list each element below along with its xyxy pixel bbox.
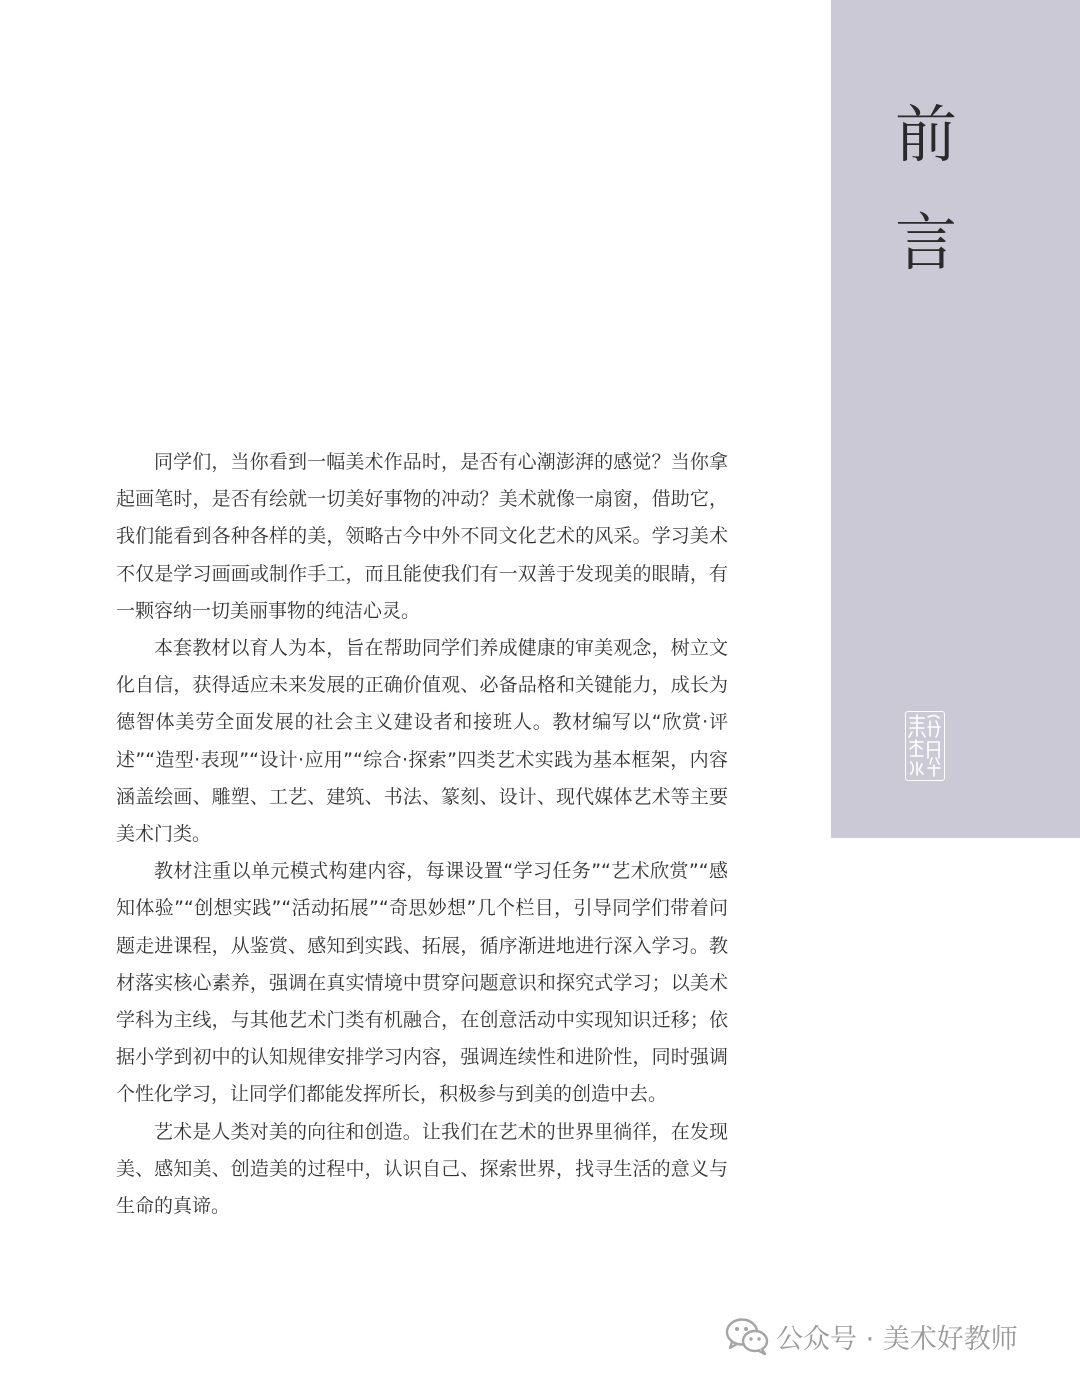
seal-logo [905, 711, 945, 781]
paragraph-1: 同学们，当你看到一幅美术作品时，是否有心潮澎湃的感觉？当你拿起画笔时，是否有绘就一切美好事物的冲动？美术就像一扇窗，借助它，我们能看到各种各样的美，领略古今中外不同文化艺术的风采。学习美术不仅是学习画画或制作手工，而且能使我们有一双善于发现美的眼睛，有一颗容纳一切美丽事物的纯洁心灵。 [116, 451, 728, 622]
page-title-char-1: 前 [894, 98, 957, 171]
seal-glyph-icon [906, 712, 943, 779]
paragraph-3: 教材注重以单元模式构建内容，每课设置“学习任务”“艺术欣赏”“感知体验”“创想实践”“活动拓展”“奇思妙想”几个栏目，引导同学们带着问题走进课程，从鉴赏、感知到实践、拓展，循序渐进地进行深入学习。教材落实核心素养，强调在真实情境中贯穿问题意识和探究式学习；以美术学科为主线，与其他艺术门类有机融合，在创意活动中实现知识迁移；依据小学到初中的认知规律安排学习内容，强调连续性和进阶性，同时强调个性化学习，让同学们都能发挥所长，积极参与到美的创造中去。 [116, 860, 728, 1106]
paragraph-2: 本套教材以育人为本，旨在帮助同学们养成健康的审美观念，树立文化自信，获得适应未来发展的正确价值观、必备品格和关键能力，成长为德智体美劳全面发展的社会主义建设者和接班人。教材编写以“欣赏·评述”“造型·表现”“设计·应用”“综合·探索”四类艺术实践为基本框架，内容涵盖绘画、雕塑、工艺、建筑、书法、篆刻、设计、现代媒体艺术等主要美术门类。 [116, 637, 728, 846]
page-title-char-2: 言 [894, 206, 957, 279]
wechat-icon [724, 1316, 770, 1356]
paragraph-4: 艺术是人类对美的向往和创造。让我们在艺术的世界里徜徉，在发现美、感知美、创造美的过程中，认识自己、探索世界，找寻生活的意义与生命的真谛。 [116, 1120, 728, 1218]
watermark-text: 公众号 · 美术好教师 [776, 1323, 1018, 1355]
wechat-watermark [724, 1314, 1018, 1358]
preface-body [116, 444, 728, 1225]
